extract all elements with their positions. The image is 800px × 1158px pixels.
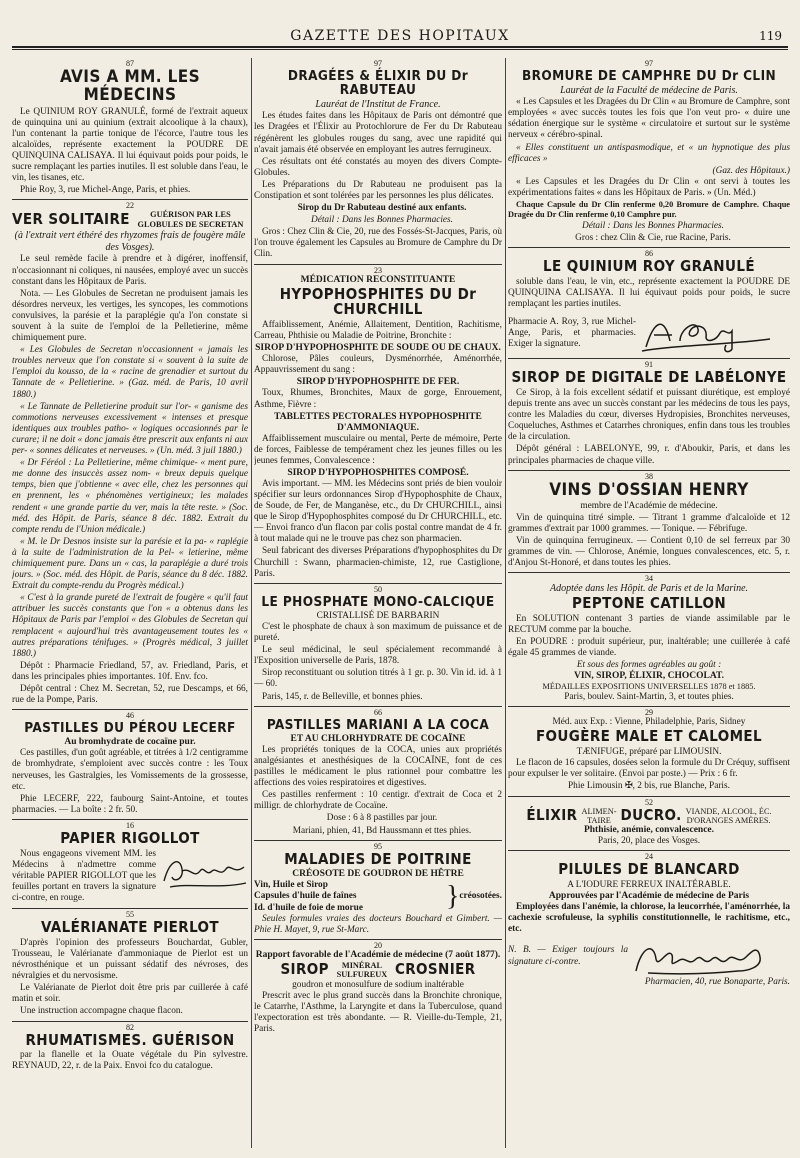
ad-sirop-crosnier [254,939,502,1035]
ad-number: 97 [645,59,653,68]
ad-number: 55 [126,910,134,920]
ad-title-2: CROSNIER [394,959,476,978]
ad-number: 46 [126,711,134,721]
ad-number: 86 [645,249,653,259]
ad-text: En POUDRE : produit supérieur, pur, inaltérable; une cuillerée à café égale 45 grammes de viande. [508,636,790,659]
ad-tagline: ET AU CHLORHYDRATE DE COCAÏNE [290,733,466,744]
ad-address: Pharmacie A. Roy, 3, rue Michel-Ange, Paris, et pharmacies. Exiger la signature. [508,316,636,349]
ad-depot: Dépôt général : LABELONYE, 99, r. d'Aboukir, Paris, et dans les principales pharmacies de chaque ville. [508,444,790,466]
ad-text: Les études faites dans les Hôpitaux de Paris ont démontré que les Dragées et l'Élixir au Protochlorure de Fer du Dr Rabuteau régénèrent les globules rouges du sang, avec une rapidité qui n'avait jamais été observée en employant les autres ferrugineux. [254,111,502,155]
ad-approval: Approuvées par l'Académie de médecine de Paris [548,891,750,902]
header-rule [12,46,788,50]
ad-tagline: A L'IODURE FERREUX INALTÉRABLE. [567,880,731,891]
ad-text: Le flacon de 16 capsules, dosées selon la formule du Dr Créquy, suffisent pour expulser le ver solitaire. (Envoi par poste.) — Prix : 6 fr. [508,758,790,780]
ad-address: Paris, boulev. Saint-Martin, 3, et toutes phies. [564,692,734,703]
ad-product: SIROP D'HYPOPHOSPHITES COMPOSÉ. [287,467,469,478]
ad-text: « Les Capsules et les Dragées du Dr Clin « au Bromure de Camphre, sont employées « avec succès toutes les fois que l'on veut pro- « duire une sédation énergique sur le système « circulatoire et surtout sur le système nerveux « cérébro-spinal. [508,97,790,141]
ad-text: « Les Capsules et les Dragées du Dr Clin « ont servi à toutes les expérimentations faites « dans les Hôpitaux de Paris. » (Un. Méd.) [508,176,790,198]
ad-address: Phie Roy, 3, rue Michel-Ange, Paris, et phies. [20,185,191,196]
ad-medals: Méd. aux Exp. : Vienne, Philadelphie, Paris, Sidney [552,717,746,728]
ad-number: 52 [645,797,653,807]
ad-depot: Dépôt central : Chez M. Secretan, 52, rue Descamps, et 66, rue de la Pompe, Paris. [12,684,248,706]
blancard-signature [628,937,778,977]
ad-dosage: Chaque Capsule du Dr Clin renferme 0,20 Bromure de Camphre. Chaque Dragée du Dr Clin renferme 0,10 Camphre pur. [508,200,790,220]
ad-tagline: CRISTALLISÉ DE BARBARIN [316,610,440,621]
mini-line: ALIMEN- [581,806,617,816]
ad-title: LE QUINIUM ROY GRANULÉ [543,257,755,276]
ad-title: MALADIES DE POITRINE [284,849,472,868]
ad-text: Vin de quinquina titré simple. — Titrant 1 gramme d'alcaloïde et 12 grammes d'extrait par 1000 grammes. — Tonique. — Fébrifuge. [508,512,790,534]
ad-text: Ces pastilles, d'un goût agréable, et titrées à 1/2 centigramme de bromhydrate, s'emploient avec succès contre : les Toux nerveuses, les Gastralgies, les Vomissements de la grossesse, etc. [12,748,248,792]
ad-text: Prescrit avec le plus grand succès dans la Bronchite chronique, le Catarrhe, l'Asthme, la Laryngite et dans la Tuberculose, quand l'expectoration est très abondante. — R. Vieille-du-Temple, 21, Paris. [254,990,502,1034]
ad-pastilles-lecerf [12,709,248,816]
ad-fougere-male [508,706,790,792]
ad-number: 97 [374,59,382,68]
ad-heading: MÉDICATION RECONSTITUANTE [300,274,456,285]
column-left [12,58,248,1148]
ad-tagline: CRÉOSOTE DE GOUDRON DE HÊTRE [292,869,464,880]
ad-text: Les Préparations du Dr Rabuteau ne produisent pas la Constipation et sont tolérées par les personnes les plus délicates. [254,179,502,201]
ad-text: Une instruction accompagne chaque flacon. [20,1006,183,1017]
ad-tagline: Lauréat de la Faculté de médecine de Paris. [560,85,738,97]
ad-number: 91 [645,360,653,370]
ad-depot: Dépôt : Pharmacie Friedland, 57, av. Friedland, Paris, et dans les principales phies importantes. 10f. Env. fco. [12,660,248,682]
ad-title: AVIS A MM. LES MÉDECINS [59,67,201,105]
ad-text: « Elles constituent un antispasmodique, et « un hypnotique des plus efficaces » [508,142,790,164]
ad-title: VINS D'OSSIAN HENRY [549,479,749,500]
column-divider [505,58,506,1148]
ad-pilules-blancard [508,850,790,987]
ad-quote: « C'est à la grande pureté de l'extrait de fougère « qu'il faut attribuer les succès constants que l'on « a obtenus dans les Hôpitaux de Paris par l'emploi « des Globules de Secretan qui remplacent « aujourd'hui très avantageusement toutes les « autres préparations ténifuges. » (Progrès médical, 3 juillet 1880.) [12,593,248,659]
ad-award: Rapport favorable de l'Académie de médecine (7 août 1877). [255,949,501,960]
ad-title: DRAGÉES & ÉLIXIR DU Dr RABUTEAU [287,68,469,99]
ad-title-mini [581,807,616,825]
ad-elixir-ducro [508,796,790,848]
ad-quote: « Les Globules de Secretan n'occasionnent « jamais les troubles nerveux que l'on constate si « souvent à la suite de l'emploi du kousso, de la « racine de grenadier et surtout du Tannate de « Pelletierine. » (Gaz. méd. de Paris, 10 avril 1880.) [12,345,248,400]
ad-products: VIN, SIROP, ÉLIXIR, CHOCOLAT. [573,671,724,682]
ad-number: 20 [374,940,382,950]
ad-title: SIROP [280,959,329,978]
ad-title: ÉLIXIR [526,805,578,824]
ad-title: PASTILLES MARIANI A LA COCA [266,716,490,733]
ad-number: 50 [374,584,382,594]
product-suffix: créosotées. [459,891,502,902]
ad-text: Le QUINIUM ROY GRANULÉ, formé de l'extrait aqueux de quinquina uni au quinium (extrait alcoolique à la chaux), l'un contenant la partie tonique de l'écorce, l'autre tous les alcaloïdes, représente exactement la POUDRE DE QUINQUINA CALISAYA. Il lui équivaut poids pour poids, le sucre remplaçant les parties inutiles. Il est soluble dans l'eau, le vin, les tisanes, etc. [12,106,248,184]
ad-rhumatismes [12,1021,248,1073]
ad-text: Seules formules vraies des docteurs Bouchard et Gimbert. — Phie H. Mayet, 9, rue St-Marc. [254,913,502,935]
ad-text: Employées dans l'anémie, la chlorose, la leucorrhée, l'aménorrhée, la cachexie scrofuleuse, la syphilis constitutionnelle, le rachitisme, etc., etc. [508,902,790,935]
ad-text: par la flanelle et la Ouate végétale du Pin sylvestre. REYNAUD, 22, r. de la Paix. Envoi fco du catalogue. [12,1050,248,1072]
ad-text: Et sous des formes agréables au goût : [576,660,722,671]
ad-text: Affaiblissement, Anémie, Allaitement, Dentition, Rachitisme, Carreau, Phthisie ou Maladie de Poitrine, Bronchite : [254,320,502,342]
ad-detail: Détail : Dans les Bonnes Pharmacies. [581,221,724,232]
ad-tagline: TÆNIFUGE, préparé par LIMOUSIN. [576,747,722,758]
ad-text: Nota. — Les Globules de Secretan ne produisent jamais les désordres nerveux, les vertiges, les syncopes, les commotions convulsives, la parésie et la paraplégie qu'a l'on constate si souvent à la suite de l'emploi de la Pelletierine, même chimiquement pure. [12,288,248,344]
ad-number: 34 [645,574,653,584]
ad-number: 38 [645,471,653,481]
ad-address: Paris, 20, place des Vosges. [597,836,701,847]
ad-number: 82 [126,1022,134,1032]
ad-text: Sirop reconstituant ou solution titrés à 1 gr. p. 30. Vin id. id. à 1 — 60. [254,668,502,690]
rigollot-signature [160,849,248,893]
ad-quote: « Le Tannate de Pelletierine produit sur l'or- « ganisme des commotions nerveuses excessivement « intenses et presque identiques aux troubles patho- « logiques occasionnés par le curare; il ne doit « donc jamais être prescrit aux enfants ni aux per- « sonnes délicates et nerveuses. » (Un. méd. 3 juil 1880.) [12,401,248,457]
product-line: Id. d'huile de foie de morue [254,902,363,913]
ad-title: HYPOPHOSPHITES DU Dr CHURCHILL [279,284,477,319]
ad-text: Ces résultats ont été constatés au moyen des divers Compte-Globules. [254,156,502,178]
ad-address: Phie LECERF, 222, faubourg Saint-Antoine, et toutes pharmacies. — La boîte : 2 fr. 50. [12,793,248,815]
ad-title: PEPTONE CATILLON [571,594,727,613]
ad-peptone-catillon [508,572,790,703]
ad-bromure-clin [508,58,790,244]
ad-subtitle: GUÉRISON PAR LES GLOBULES DE SECRETAN [137,210,244,230]
ad-address: Mariani, phien, 41, Bd Haussmann et ttes phies. [292,825,472,836]
ad-detail: Détail : Dans les Bonnes Pharmacies. [310,215,453,226]
brace: } [445,880,460,912]
column-right [508,58,790,1148]
ad-award: Adoptée dans les Hôpit. de Paris et de la Marine. [549,583,749,595]
mini-line: TAIRE [587,815,611,825]
ad-digitale-labelonye [508,358,790,466]
ad-title: PILULES DE BLANCARD [558,860,740,879]
ad-text: Seul fabricant des diverses Préparations d'hypophosphites du Dr Churchill : Swann, pharmacien-chimiste, 12, rue Castiglione, Paris. [254,546,502,579]
ad-text: Les propriétés toniques de la COCA, unies aux propriétés analgésiantes et anesthésiques de la COCAÏNE, font de ces pastilles le médicament le plus rationnel pour combattre les affections des voies respiratoires et digestives. [254,744,502,789]
ad-tagline: Lauréat de l'Institut de France. [315,99,441,111]
ad-text: En SOLUTION contenant 3 parties de viande assimilable par le RECTUM comme par la bouche. [508,613,790,635]
ad-number: 66 [374,707,382,717]
ad-number: 16 [126,820,134,830]
mini-line: VIANDE, ALCOOL, ÉC. [685,806,772,816]
ad-gros: Gros : chez Clin & Cie, rue Racine, Paris. [575,233,731,244]
product-list [254,880,446,913]
ad-number: 29 [645,708,653,718]
ad-title: BROMURE DE CAMPHRE DU Dr CLIN [521,68,777,84]
ad-tagline: Au bromhydrate de cocaïne pur. [64,737,196,748]
ad-address: Phie Limousin ✠, 2 bis, rue Blanche, Paris. [568,781,730,792]
ad-text: Affaiblissement musculaire ou mental, Perte de mémoire, Perte de forces, Faiblesse de tempérament chez les jeunes filles ou les jeunes femmes, Convalescence : [254,433,502,466]
ad-number: 23 [374,265,382,275]
ad-text: Dose : 6 à 8 pastilles par jour. [326,813,438,824]
ad-valerianate-pierlot [12,908,248,1017]
journal-title: GAZETTE DES HOPITAUX [290,28,510,44]
ad-vins-ossian-henry [508,470,790,569]
ad-product: SIROP D'HYPOPHOSPHITE DE SOUDE OU DE CHAUX. [255,343,501,354]
ad-text: Le Valérianate de Pierlot doit être pris par cuillerée à café matin et soir. [12,983,248,1005]
ad-gros: Gros : Chez Clin & Cie, 20, rue des Fossés-St-Jacques, Paris, où l'on trouve également les Capsules au Bromure de Camphre du Dr Clin. [254,227,502,260]
ad-title-2: DUCRO. [620,805,682,824]
roy-signature [636,311,776,355]
column-divider [251,58,252,1148]
ad-text: Vin de quinquina ferrugineux. — Contient 0,10 de sel ferreux par 30 grammes de vin. — Chlorose, Anémie, longues convalescences, etc. 5, r. d'Anjou St-Honoré, et dans toutes les phies. [508,535,790,568]
ad-text: Sirop du Dr Rabuteau destiné aux enfants. [297,203,467,214]
ad-product: SIROP D'HYPOPHOSPHITE DE FER. [296,377,460,388]
ad-title: SIROP DE DIGITALE DE LABÉLONYE [511,368,787,387]
ad-text: Le seul médicinal, le seul spécialement recommandé à l'Exposition universelle de Paris, 1878. [254,645,502,667]
ad-text: D'après l'opinion des professeurs Bouchardat, Gubler, Trousseau, le Valérianate d'ammoniaque de Pierlot est un névrosthénique et un puissant sédatif des névroses, des névralgies et du nervosisme. [12,937,248,982]
page-number: 119 [759,29,782,43]
ad-title: VER SOLITAIRE [12,210,130,229]
ad-address: Paris, 145, r. de Belleville, et bonnes phies. [262,691,423,702]
ad-title: RHUMATISMES. GUÉRISON [25,1030,235,1049]
ad-text: N. B. — Exiger toujours la signature ci-contre. [508,945,628,967]
ad-title-mini: MINÉRAL SULFUREUX [336,961,388,980]
ad-number: 95 [374,841,382,851]
ad-rabuteau [254,58,502,261]
product-line: Capsules d'huile de faînes [254,891,357,902]
ad-creosote [254,840,502,936]
ad-number: 22 [126,201,134,211]
ad-text: Ces pastilles renferment : 10 centigr. d'extrait de Coca et 2 milligr. de chlorhydrate de Cocaïne. [254,790,502,812]
ad-text: Chlorose, Pâles couleurs, Dysménorrhée, Aménorrhée, Appauvrissement du sang : [254,354,502,376]
ad-address: Pharmacien, 40, rue Bonaparte, Paris. [644,976,790,987]
ad-quinium-roy [12,58,248,196]
ad-title: PAPIER RIGOLLOT [60,828,200,847]
ad-title: PASTILLES DU PÉROU LECERF [24,720,236,737]
mini-line: D'ORANGES AMÈRES. [686,815,771,825]
ad-text: C'est le phosphate de chaux à son maximum de puissance et de pureté. [254,622,502,644]
ad-tagline: goudron et monosulfure de sodium inaltérable [292,979,464,990]
ad-phosphate-barbarin [254,583,502,703]
ad-text: Le seul remède facile à prendre et à digérer, inoffensif, n'occasionnant ni coliques, ni nausées, employé avec un succès constant dans les Hôpitaux de Paris. [12,254,248,287]
ad-quote: « M. le Dr Desnos insiste sur la parésie et la pa- « raplégie à la suite de l'administration de la Pel- « letierine, même chimiquement pure. Dans un « cas, la paraplégie a duré trois jours. » (Soc. méd. des Hôpit. de Paris, séance du 8 déc. 1882. Extrait du compte-rendu du Progrès médical.) [12,536,248,592]
ad-number: 24 [645,852,653,862]
ad-text: soluble dans l'eau, le vin, etc., représente exactement la POUDRE DE QUINQUINA CALISAYA. Il lui équivaut poids pour poids, le sucre remplaçant les parties inutiles. [508,276,790,310]
ad-notice: Avis important. — MM. les Médecins sont priés de bien vouloir spécifier sur leurs ordonnances Sirop d'Hypophosphite de Chaux, de Soude, de Fer, de Manganèse, etc., du Dr CHURCHILL, ainsi que le Sirop d'Hypophosphites composé du Dr CHURCHILL, etc. — Envoi franco d'un flacon par colis postal contre mandat de 4 fr. à tout malade qui ne le trouve pas chez son pharmacien. [254,478,502,545]
ad-tagline: Phthisie, anémie, convalescence. [583,825,715,836]
ad-product: TABLETTES PECTORALES HYPOPHOSPHITE D'AMMONIAQUE. [274,411,482,433]
ad-title: LE PHOSPHATE MONO-CALCIQUE [261,593,495,610]
ad-ver-solitaire [12,199,248,706]
ad-text: Toux, Rhumes, Bronchites, Maux de gorge, Enrouement, Asthme, Fièvre : [254,388,502,410]
ad-title-mini [686,807,772,825]
ad-medals: MÉDAILLES EXPOSITIONS UNIVERSELLES 1878 et 1885. [542,682,756,692]
ad-title: VALÉRIANATE PIERLOT [40,918,220,937]
ad-pastilles-mariani [254,706,502,837]
ad-tagline: (à l'extrait vert éthéré des rhyzomes frais de fougère mâle des Vosges). [14,230,246,254]
column-middle [254,58,502,1148]
ad-tagline: membre de l'Académie de médecine. [580,501,718,512]
page-header [12,22,788,46]
ad-text: Ce Sirop, à la fois excellent sédatif et puissant diurétique, est employé depuis trente ans avec un succès constant par les médecins de tous les pays, contre les Maladies du cœur, diverses Hydropisies, Bronchites nerveuses, Coqueluches, Asthmes et Catarrhes chroniques, enfin dans tous les troubles de la circulation. [508,387,790,443]
ad-text: Nous engageons vivement MM. les Médecins à n'admettre comme véritable PAPIER RIGOLLOT que les feuilles portant en travers la signature ci-contre, en rouge. [12,848,156,904]
product-line: Vin, Huile et Sirop [254,880,328,891]
ad-quote: « Dr Féréol : La Pelletierine, même chimique- « ment pure, me donne des insuccès assez nom- « breux depuis quelque temps, bien que j'obtienne « avec elle, chez les personnes qui en prennent, les « phénomènes vertigineux; les malades rendent « une grande partie du ver, mais la tête reste. » (Soc. méd. des Hôpit. de Paris, séance 8 déc. 1882. Extrait du compte rendu de l'Union médicale.) [12,458,248,535]
ad-quinium-roy-granule [508,247,790,355]
ad-papier-rigollot [12,819,248,905]
ad-number: 87 [126,59,134,68]
ad-churchill [254,264,502,580]
ad-title: FOUGÈRE MALE ET CALOMEL [535,727,763,746]
ad-source: (Gaz. des Hôpitaux.) [712,165,790,176]
